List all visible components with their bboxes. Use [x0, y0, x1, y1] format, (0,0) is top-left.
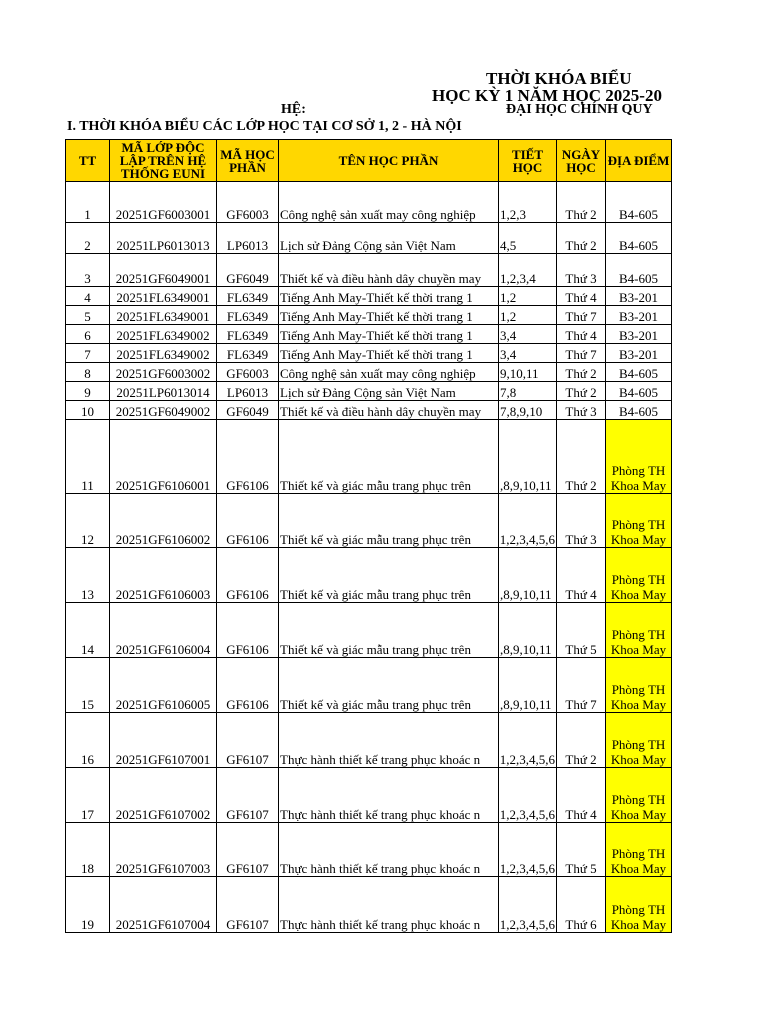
table-row: [66, 877, 672, 933]
cell-course-name: Thiết kế và điều hành dây chuyền may: [279, 401, 499, 420]
col-header-tt: TT: [66, 140, 110, 182]
cell-tt: 17: [66, 768, 110, 823]
cell-location: Phòng TH Khoa May: [606, 877, 672, 933]
cell-course-name: Thiết kế và điều hành dây chuyền may: [279, 254, 499, 287]
cell-day: Thứ 2: [557, 223, 606, 254]
cell-class-code: 20251GF6003001: [110, 182, 217, 223]
page-subtitle: HỌC KỲ 1 NĂM HỌC 2025-20: [432, 86, 662, 105]
cell-day: Thứ 4: [557, 325, 606, 344]
cell-class-code: 20251GF6107003: [110, 823, 217, 877]
cell-periods: 4,5: [499, 223, 557, 254]
cell-day: Thứ 6: [557, 877, 606, 933]
cell-periods: 1,2: [499, 287, 557, 306]
cell-course-name: Tiếng Anh May-Thiết kế thời trang 1: [279, 287, 499, 306]
cell-day: Thứ 5: [557, 603, 606, 658]
cell-tt: 9: [66, 382, 110, 401]
cell-periods: 3,4: [499, 344, 557, 363]
cell-location: Phòng TH Khoa May: [606, 420, 672, 494]
cell-tt: 5: [66, 306, 110, 325]
col-header-location: ĐỊA ĐIỂM: [606, 140, 672, 182]
cell-location: Phòng TH Khoa May: [606, 658, 672, 713]
cell-course-code: GF6107: [217, 713, 279, 768]
cell-class-code: 20251LP6013014: [110, 382, 217, 401]
cell-day: Thứ 5: [557, 823, 606, 877]
cell-course-name: Thực hành thiết kế trang phục khoác n: [279, 823, 499, 877]
cell-location: B4-605: [606, 363, 672, 382]
table-row: [66, 363, 672, 382]
cell-class-code: 20251FL6349001: [110, 306, 217, 325]
cell-periods: 1,2,3,4: [499, 254, 557, 287]
col-header-periods: TIẾT HỌC: [499, 140, 557, 182]
cell-periods: 1,2,3,4,5,6: [499, 877, 557, 933]
program-value: ĐẠI HỌC CHÍNH QUY: [506, 102, 653, 117]
table-row: [66, 548, 672, 603]
cell-course-code: FL6349: [217, 306, 279, 325]
cell-course-name: Lịch sử Đảng Cộng sản Việt Nam: [279, 382, 499, 401]
cell-course-code: GF6107: [217, 768, 279, 823]
cell-tt: 8: [66, 363, 110, 382]
cell-course-code: GF6106: [217, 420, 279, 494]
cell-class-code: 20251GF6106001: [110, 420, 217, 494]
cell-day: Thứ 7: [557, 344, 606, 363]
page-title: THỜI KHÓA BIỂU: [486, 69, 632, 88]
cell-class-code: 20251FL6349001: [110, 287, 217, 306]
cell-course-code: GF6106: [217, 658, 279, 713]
cell-location: Phòng TH Khoa May: [606, 823, 672, 877]
table-row: [66, 223, 672, 254]
cell-course-code: GF6106: [217, 603, 279, 658]
cell-course-code: GF6106: [217, 548, 279, 603]
cell-course-name: Thiết kế và giác mẫu trang phục trên: [279, 494, 499, 548]
cell-tt: 2: [66, 223, 110, 254]
cell-course-code: FL6349: [217, 287, 279, 306]
cell-day: Thứ 2: [557, 382, 606, 401]
table-row: [66, 420, 672, 494]
cell-location: Phòng TH Khoa May: [606, 548, 672, 603]
cell-class-code: 20251GF6107002: [110, 768, 217, 823]
cell-location: B3-201: [606, 325, 672, 344]
cell-location: B4-605: [606, 254, 672, 287]
table-row: [66, 182, 672, 223]
col-header-course-code: MÃ HỌC PHẦN: [217, 140, 279, 182]
table-row: [66, 768, 672, 823]
cell-course-name: Tiếng Anh May-Thiết kế thời trang 1: [279, 344, 499, 363]
table-row: [66, 823, 672, 877]
cell-course-name: Công nghệ sản xuất may công nghiệp: [279, 182, 499, 223]
cell-class-code: 20251GF6003002: [110, 363, 217, 382]
cell-tt: 6: [66, 325, 110, 344]
table-row: [66, 344, 672, 363]
cell-periods: 8,9,10,11,: [499, 603, 557, 658]
cell-location: Phòng TH Khoa May: [606, 494, 672, 548]
cell-class-code: 20251GF6106003: [110, 548, 217, 603]
cell-tt: 13: [66, 548, 110, 603]
cell-tt: 10: [66, 401, 110, 420]
cell-periods: 1,2,3,4,5,6: [499, 823, 557, 877]
cell-tt: 16: [66, 713, 110, 768]
table-row: [66, 382, 672, 401]
section-heading: I. THỜI KHÓA BIỂU CÁC LỚP HỌC TẠI CƠ SỞ 1, 2 - HÀ NỘI: [67, 119, 462, 134]
cell-day: Thứ 3: [557, 494, 606, 548]
cell-day: Thứ 4: [557, 548, 606, 603]
col-header-day: NGÀY HỌC: [557, 140, 606, 182]
col-header-course-name: TÊN HỌC PHẦN: [279, 140, 499, 182]
cell-class-code: 20251LP6013013: [110, 223, 217, 254]
cell-periods: 1,2,3: [499, 182, 557, 223]
cell-location: B4-605: [606, 382, 672, 401]
cell-periods: 3,4: [499, 325, 557, 344]
cell-course-code: GF6003: [217, 182, 279, 223]
cell-course-code: GF6107: [217, 877, 279, 933]
table-row: [66, 603, 672, 658]
cell-location: B3-201: [606, 306, 672, 325]
cell-day: Thứ 4: [557, 287, 606, 306]
cell-class-code: 20251FL6349002: [110, 344, 217, 363]
cell-day: Thứ 3: [557, 254, 606, 287]
cell-periods: 7,8: [499, 382, 557, 401]
cell-course-code: LP6013: [217, 223, 279, 254]
cell-location: B4-605: [606, 401, 672, 420]
cell-day: Thứ 7: [557, 306, 606, 325]
cell-tt: 3: [66, 254, 110, 287]
cell-course-name: Thiết kế và giác mẫu trang phục trên: [279, 548, 499, 603]
cell-class-code: 20251FL6349002: [110, 325, 217, 344]
col-header-class-code: MÃ LỚP ĐỘC LẬP TRÊN HỆ THỐNG EUNI: [110, 140, 217, 182]
cell-tt: 18: [66, 823, 110, 877]
cell-periods: 7,8,9,10: [499, 401, 557, 420]
cell-course-code: GF6003: [217, 363, 279, 382]
cell-day: Thứ 2: [557, 363, 606, 382]
cell-day: Thứ 2: [557, 182, 606, 223]
cell-location: Phòng TH Khoa May: [606, 713, 672, 768]
cell-location: B3-201: [606, 287, 672, 306]
cell-periods: 8,9,10,11,: [499, 658, 557, 713]
table-row: [66, 401, 672, 420]
cell-day: Thứ 2: [557, 420, 606, 494]
cell-periods: 1,2,3,4,5,6: [499, 768, 557, 823]
cell-periods: 1,2,3,4,5,6: [499, 494, 557, 548]
cell-course-code: GF6107: [217, 823, 279, 877]
cell-class-code: 20251GF6106004: [110, 603, 217, 658]
cell-location: Phòng TH Khoa May: [606, 768, 672, 823]
cell-day: Thứ 3: [557, 401, 606, 420]
cell-class-code: 20251GF6106002: [110, 494, 217, 548]
cell-course-name: Tiếng Anh May-Thiết kế thời trang 1: [279, 325, 499, 344]
cell-periods: 8,9,10,11,: [499, 420, 557, 494]
cell-tt: 19: [66, 877, 110, 933]
cell-day: Thứ 2: [557, 713, 606, 768]
cell-location: B3-201: [606, 344, 672, 363]
cell-class-code: 20251GF6049001: [110, 254, 217, 287]
cell-location: B4-605: [606, 223, 672, 254]
cell-location: B4-605: [606, 182, 672, 223]
cell-course-code: GF6049: [217, 401, 279, 420]
cell-course-name: Thực hành thiết kế trang phục khoác n: [279, 877, 499, 933]
cell-periods: 8,9,10,11,: [499, 548, 557, 603]
program-label: HỆ:: [281, 102, 306, 117]
cell-tt: 15: [66, 658, 110, 713]
cell-course-name: Công nghệ sản xuất may công nghiệp: [279, 363, 499, 382]
cell-course-name: Thiết kế và giác mẫu trang phục trên: [279, 658, 499, 713]
cell-course-code: LP6013: [217, 382, 279, 401]
schedule-table: [65, 139, 672, 933]
cell-class-code: 20251GF6107004: [110, 877, 217, 933]
table-row: [66, 713, 672, 768]
cell-tt: 4: [66, 287, 110, 306]
table-row: [66, 494, 672, 548]
table-row: [66, 254, 672, 287]
table-row: [66, 658, 672, 713]
cell-class-code: 20251GF6049002: [110, 401, 217, 420]
table-row: [66, 306, 672, 325]
cell-day: Thứ 7: [557, 658, 606, 713]
cell-course-name: Tiếng Anh May-Thiết kế thời trang 1: [279, 306, 499, 325]
cell-course-name: Thiết kế và giác mẫu trang phục trên: [279, 420, 499, 494]
cell-periods: 1,2,3,4,5,6: [499, 713, 557, 768]
cell-periods: 9,10,11: [499, 363, 557, 382]
table-row: [66, 325, 672, 344]
cell-tt: 14: [66, 603, 110, 658]
cell-class-code: 20251GF6107001: [110, 713, 217, 768]
cell-tt: 1: [66, 182, 110, 223]
cell-tt: 7: [66, 344, 110, 363]
cell-course-name: Lịch sử Đảng Cộng sản Việt Nam: [279, 223, 499, 254]
cell-course-name: Thiết kế và giác mẫu trang phục trên: [279, 603, 499, 658]
cell-course-code: FL6349: [217, 325, 279, 344]
cell-periods: 1,2: [499, 306, 557, 325]
cell-location: Phòng TH Khoa May: [606, 603, 672, 658]
cell-course-code: FL6349: [217, 344, 279, 363]
cell-day: Thứ 4: [557, 768, 606, 823]
cell-tt: 12: [66, 494, 110, 548]
cell-course-code: GF6049: [217, 254, 279, 287]
table-row: [66, 287, 672, 306]
cell-course-name: Thực hành thiết kế trang phục khoác n: [279, 713, 499, 768]
table-header-row: [66, 140, 672, 182]
cell-tt: 11: [66, 420, 110, 494]
cell-class-code: 20251GF6106005: [110, 658, 217, 713]
cell-course-name: Thực hành thiết kế trang phục khoác n: [279, 768, 499, 823]
cell-course-code: GF6106: [217, 494, 279, 548]
